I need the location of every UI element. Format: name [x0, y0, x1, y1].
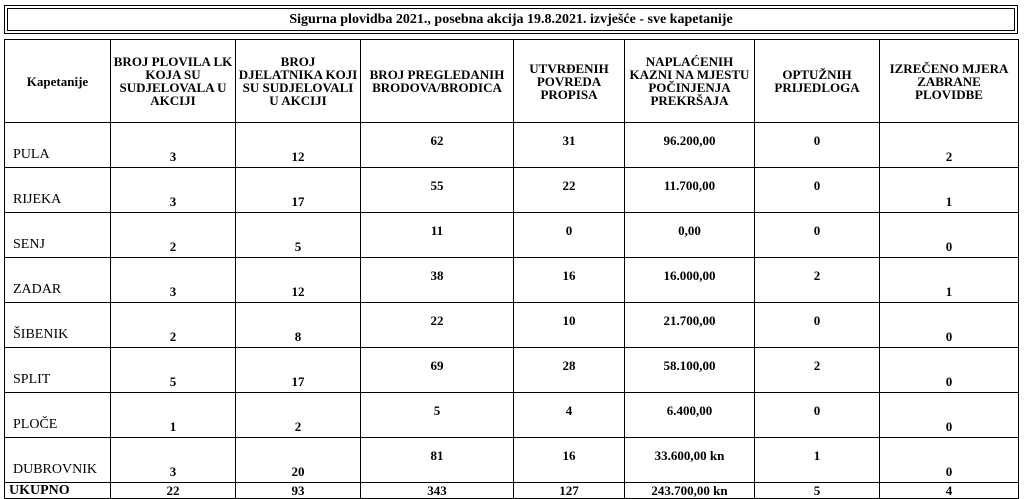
- total-povreda: 127: [514, 483, 625, 499]
- table-row: [5, 258, 1019, 303]
- report-container: [4, 5, 1018, 499]
- cell-kazni: 6.400,00: [625, 393, 755, 438]
- title-box: [4, 5, 1018, 34]
- cell-kazni: 96.200,00: [625, 123, 755, 168]
- header-zabrane: IZREČENO MJERA ZABRANE PLOVIDBE: [880, 40, 1019, 123]
- cell-povreda: 28: [514, 348, 625, 393]
- header-row: [5, 40, 1019, 123]
- cell-plovila: 3: [111, 438, 236, 483]
- header-pregledanih: BROJ PREGLEDANIH BRODOVA/BRODICA: [361, 40, 514, 123]
- total-label: UKUPNO: [5, 483, 111, 499]
- table-row: [5, 123, 1019, 168]
- header-povreda: UTVRĐENIH POVREDA PROPISA: [514, 40, 625, 123]
- cell-pregledanih: 11: [361, 213, 514, 258]
- cell-pregledanih: 22: [361, 303, 514, 348]
- total-optuznih: 5: [755, 483, 880, 499]
- cell-kazni: 11.700,00: [625, 168, 755, 213]
- cell-optuznih: 0: [755, 213, 880, 258]
- cell-kapetanija: DUBROVNIK: [5, 438, 111, 483]
- cell-optuznih: 1: [755, 438, 880, 483]
- total-zabrane: 4: [880, 483, 1019, 499]
- cell-plovila: 3: [111, 168, 236, 213]
- cell-povreda: 0: [514, 213, 625, 258]
- total-row: [5, 483, 1019, 499]
- cell-povreda: 10: [514, 303, 625, 348]
- cell-optuznih: 0: [755, 168, 880, 213]
- cell-zabrane: 2: [880, 123, 1019, 168]
- cell-djelatnika: 2: [236, 393, 361, 438]
- cell-povreda: 16: [514, 258, 625, 303]
- cell-kapetanija: ŠIBENIK: [5, 303, 111, 348]
- cell-optuznih: 0: [755, 123, 880, 168]
- cell-povreda: 4: [514, 393, 625, 438]
- table-row: [5, 393, 1019, 438]
- cell-optuznih: 2: [755, 258, 880, 303]
- table-row: [5, 303, 1019, 348]
- cell-kazni: 21.700,00: [625, 303, 755, 348]
- cell-pregledanih: 38: [361, 258, 514, 303]
- cell-djelatnika: 17: [236, 168, 361, 213]
- cell-zabrane: 0: [880, 348, 1019, 393]
- cell-kazni: 58.100,00: [625, 348, 755, 393]
- cell-djelatnika: 8: [236, 303, 361, 348]
- total-kazni: 243.700,00 kn: [625, 483, 755, 499]
- header-kapetanije: Kapetanije: [5, 40, 111, 123]
- header-broj-plovila: BROJ PLOVILA LK KOJA SU SUDJELOVALA U AKCIJI: [111, 40, 236, 123]
- table-row: [5, 168, 1019, 213]
- cell-povreda: 22: [514, 168, 625, 213]
- cell-kapetanija: SENJ: [5, 213, 111, 258]
- cell-zabrane: 1: [880, 258, 1019, 303]
- table-row: [5, 438, 1019, 483]
- cell-povreda: 31: [514, 123, 625, 168]
- total-plovila: 22: [111, 483, 236, 499]
- cell-pregledanih: 55: [361, 168, 514, 213]
- cell-zabrane: 0: [880, 213, 1019, 258]
- total-pregledanih: 343: [361, 483, 514, 499]
- cell-pregledanih: 62: [361, 123, 514, 168]
- table-row: [5, 348, 1019, 393]
- cell-plovila: 2: [111, 303, 236, 348]
- header-broj-djelatnika: BROJ DJELATNIKA KOJI SU SUDJELOVALI U AKCIJI: [236, 40, 361, 123]
- cell-zabrane: 0: [880, 438, 1019, 483]
- header-kazni: NAPLAĆENIH KAZNI NA MJESTU POČINJENJA PREKRŠAJA: [625, 40, 755, 123]
- cell-zabrane: 1: [880, 168, 1019, 213]
- cell-optuznih: 0: [755, 393, 880, 438]
- cell-djelatnika: 5: [236, 213, 361, 258]
- cell-djelatnika: 20: [236, 438, 361, 483]
- cell-optuznih: 0: [755, 303, 880, 348]
- cell-povreda: 16: [514, 438, 625, 483]
- total-djelatnika: 93: [236, 483, 361, 499]
- cell-kapetanija: PULA: [5, 123, 111, 168]
- cell-plovila: 2: [111, 213, 236, 258]
- cell-zabrane: 0: [880, 393, 1019, 438]
- cell-pregledanih: 69: [361, 348, 514, 393]
- cell-zabrane: 0: [880, 303, 1019, 348]
- cell-kapetanija: PLOČE: [5, 393, 111, 438]
- cell-kazni: 16.000,00: [625, 258, 755, 303]
- cell-djelatnika: 17: [236, 348, 361, 393]
- header-optuznih: OPTUŽNIH PRIJEDLOGA: [755, 40, 880, 123]
- cell-djelatnika: 12: [236, 123, 361, 168]
- report-title: Sigurna plovidba 2021., posebna akcija 19.8.2021. izvješće - sve kapetanije: [7, 8, 1015, 31]
- cell-plovila: 3: [111, 258, 236, 303]
- cell-kazni: 33.600,00 kn: [625, 438, 755, 483]
- cell-plovila: 5: [111, 348, 236, 393]
- table-row: [5, 213, 1019, 258]
- cell-plovila: 3: [111, 123, 236, 168]
- cell-plovila: 1: [111, 393, 236, 438]
- cell-optuznih: 2: [755, 348, 880, 393]
- cell-kazni: 0,00: [625, 213, 755, 258]
- cell-djelatnika: 12: [236, 258, 361, 303]
- report-table: [4, 39, 1019, 499]
- cell-pregledanih: 81: [361, 438, 514, 483]
- cell-pregledanih: 5: [361, 393, 514, 438]
- cell-kapetanija: ZADAR: [5, 258, 111, 303]
- cell-kapetanija: SPLIT: [5, 348, 111, 393]
- cell-kapetanija: RIJEKA: [5, 168, 111, 213]
